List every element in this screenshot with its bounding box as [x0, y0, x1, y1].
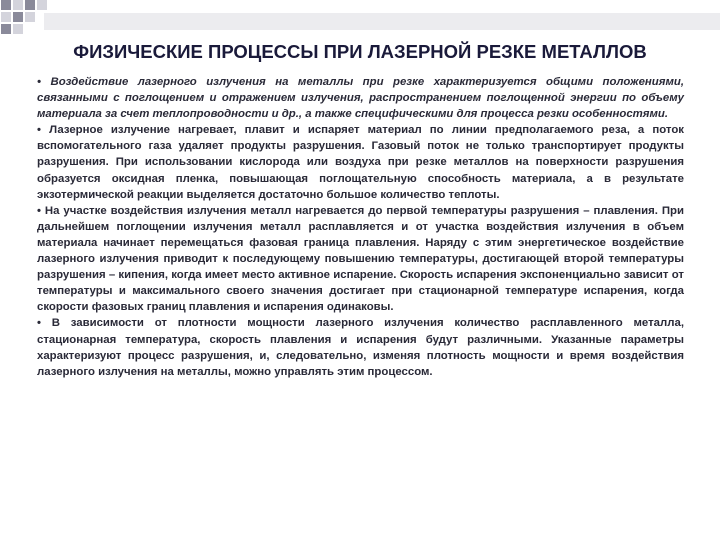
bullet-paragraph: • Лазерное излучение нагревает, плавит и испаряет материал по линии предполагаемого реза, а поток вспомогательного газа удаляет продукты разрушения. Газовый поток не только транспортирует продукты разрушения. При использовании кислорода или воздуха при резке металлов на поверхности разрушения образуется оксидная пленка, повышающая поглощательную способность материала, а в результате экзотермической реакции выделяется достаточно большое количество теплоты.	[37, 124, 684, 201]
slide-title: ФИЗИЧЕСКИЕ ПРОЦЕССЫ ПРИ ЛАЗЕРНОЙ РЕЗКЕ МЕТАЛЛОВ	[73, 41, 647, 62]
decor-square	[25, 12, 35, 22]
decor-square	[1, 12, 11, 22]
decorative-squares-header	[0, 0, 720, 40]
bullet-paragraph: • На участке воздействия излучения металл нагревается до первой температуры разрушения – плавления. При дальнейшем поглощении излучения металл расплавляется и от участка воздействия излучения в объем материала начинает перемещаться фазовая граница плавления. Наряду с этим энергетическое воздействие лазерного излучения приводит к последующему повышению температуры, достигающей второй температуры разрушения – кипения, когда имеет место активное испарение. Скорость испарения экспоненциально зависит от температуры и максимального своего значения достигает при стационарной температуре испарения, когда скорости фазовых границ плавления и испарения одинаковы.	[37, 204, 684, 314]
decor-square	[25, 0, 35, 10]
bullet-paragraph: • В зависимости от плотности мощности лазерного излучения количество расплавленного металла, стационарная температура, скорость плавления и испарения будут различными. Указанные параметры характеризуют процесс разрушения, и, следовательно, изменяя плотность мощности и время воздействия лазерного излучения на металлы, можно управлять этим процессом.	[37, 317, 684, 378]
decor-bar	[44, 13, 720, 30]
decor-square	[1, 0, 11, 10]
decor-square	[13, 12, 23, 22]
bullet-paragraph: • Воздействие лазерного излучения на металлы при резке характеризуется общими положениями, связанными с поглощением и отражением излучения, распространением поглощенной энергии по объему материала за счет теплопроводности и др., а также специфическими для процесса резки особенностями.	[37, 76, 684, 121]
decor-square	[1, 24, 11, 34]
decor-square	[37, 0, 47, 10]
decor-square	[13, 0, 23, 10]
slide-body	[37, 74, 684, 380]
decor-square	[13, 24, 23, 34]
